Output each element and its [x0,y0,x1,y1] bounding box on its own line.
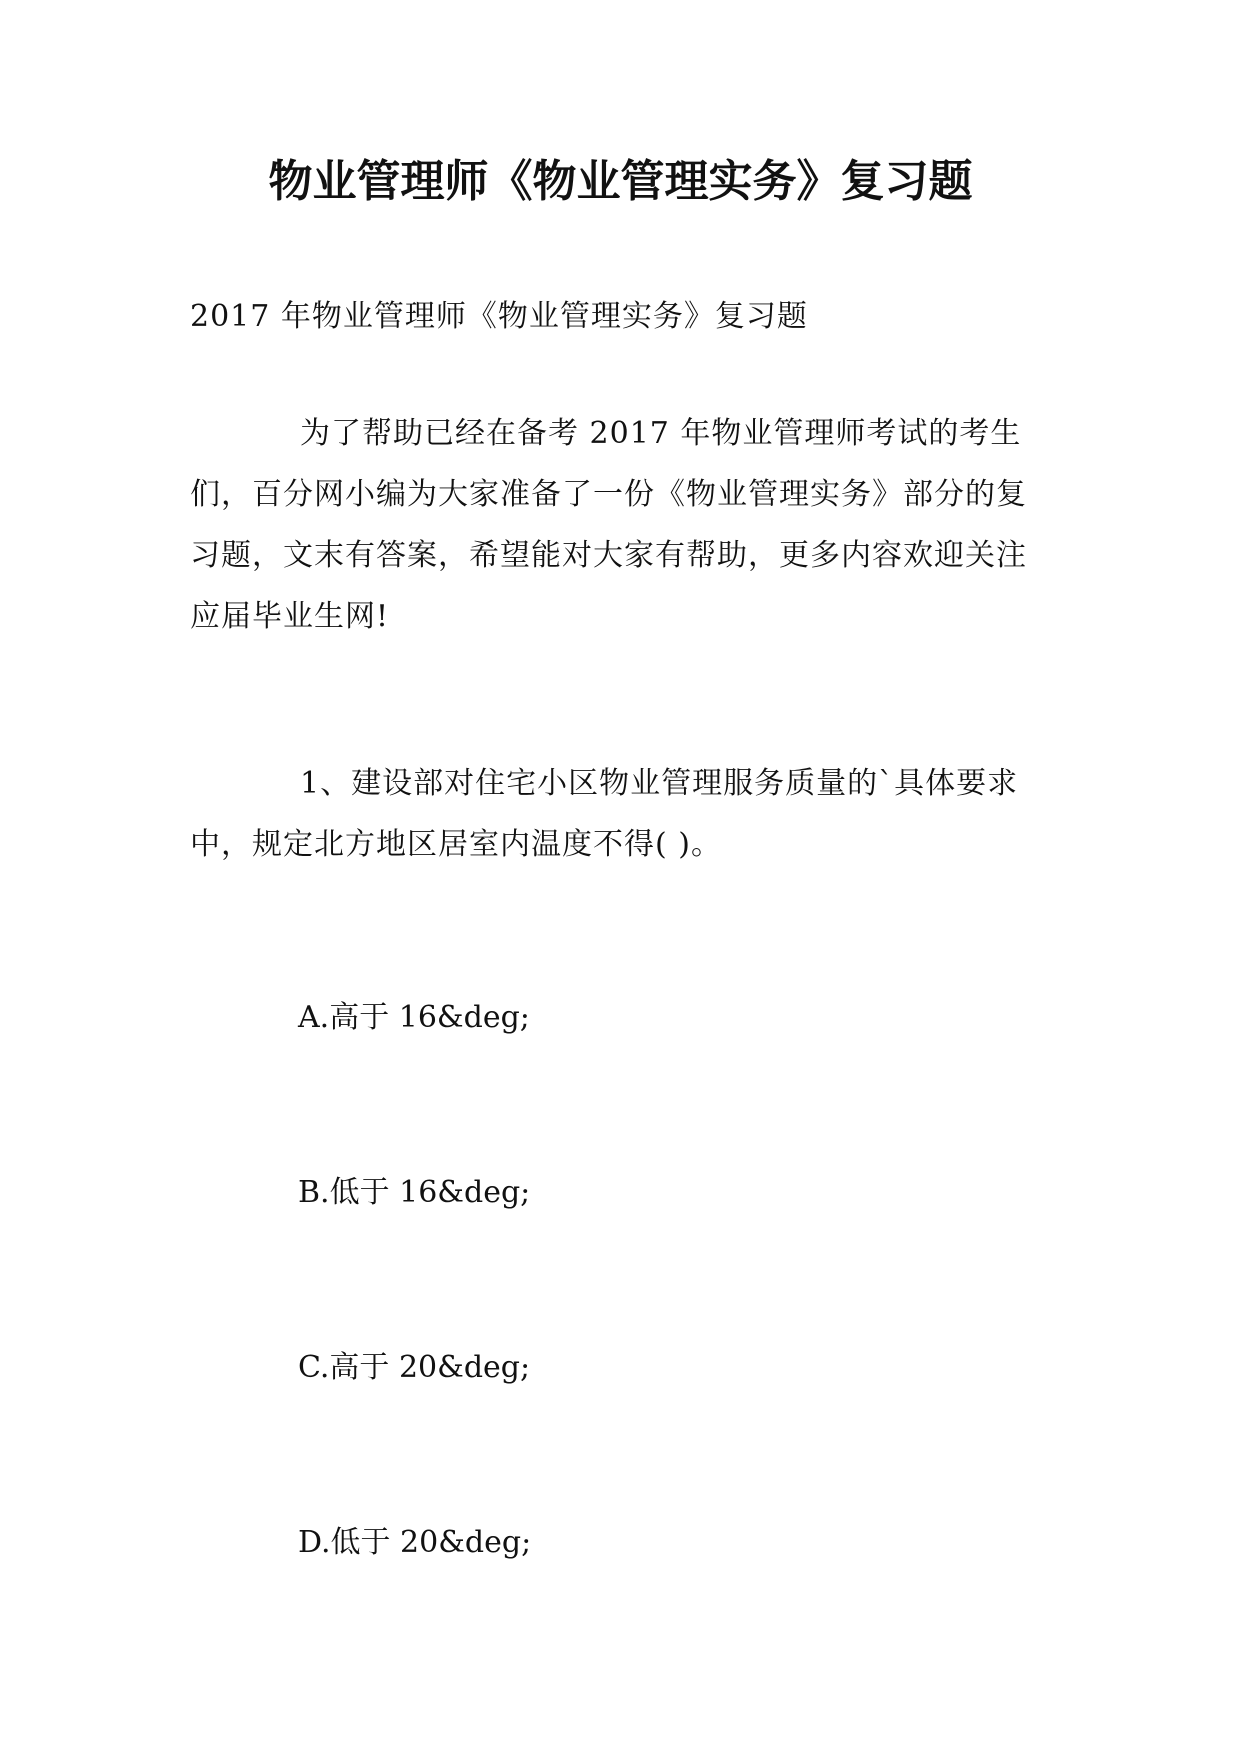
question-text: 1、建设部对住宅小区物业管理服务质量的`具体要求中，规定北方地区居室内温度不得( )。 [190,766,1019,862]
option-c: C.高于 20&deg; [298,1350,531,1385]
option-a: A.高于 16&deg; [298,1000,530,1035]
document-title: 物业管理师《物业管理实务》复习题 [268,156,973,207]
option-d: D.低于 20&deg; [298,1525,532,1560]
option-b: B.低于 16&deg; [298,1175,531,1210]
document-subtitle: 2017 年物业管理师《物业管理实务》复习题 [190,299,808,334]
intro-paragraph: 为了帮助已经在备考 2017 年物业管理师考试的考生们，百分网小编为大家准备了一份《物业管理实务》部分的复习题，文末有答案，希望能对大家有帮助，更多内容欢迎关注应届毕业生网! [190,416,1027,634]
